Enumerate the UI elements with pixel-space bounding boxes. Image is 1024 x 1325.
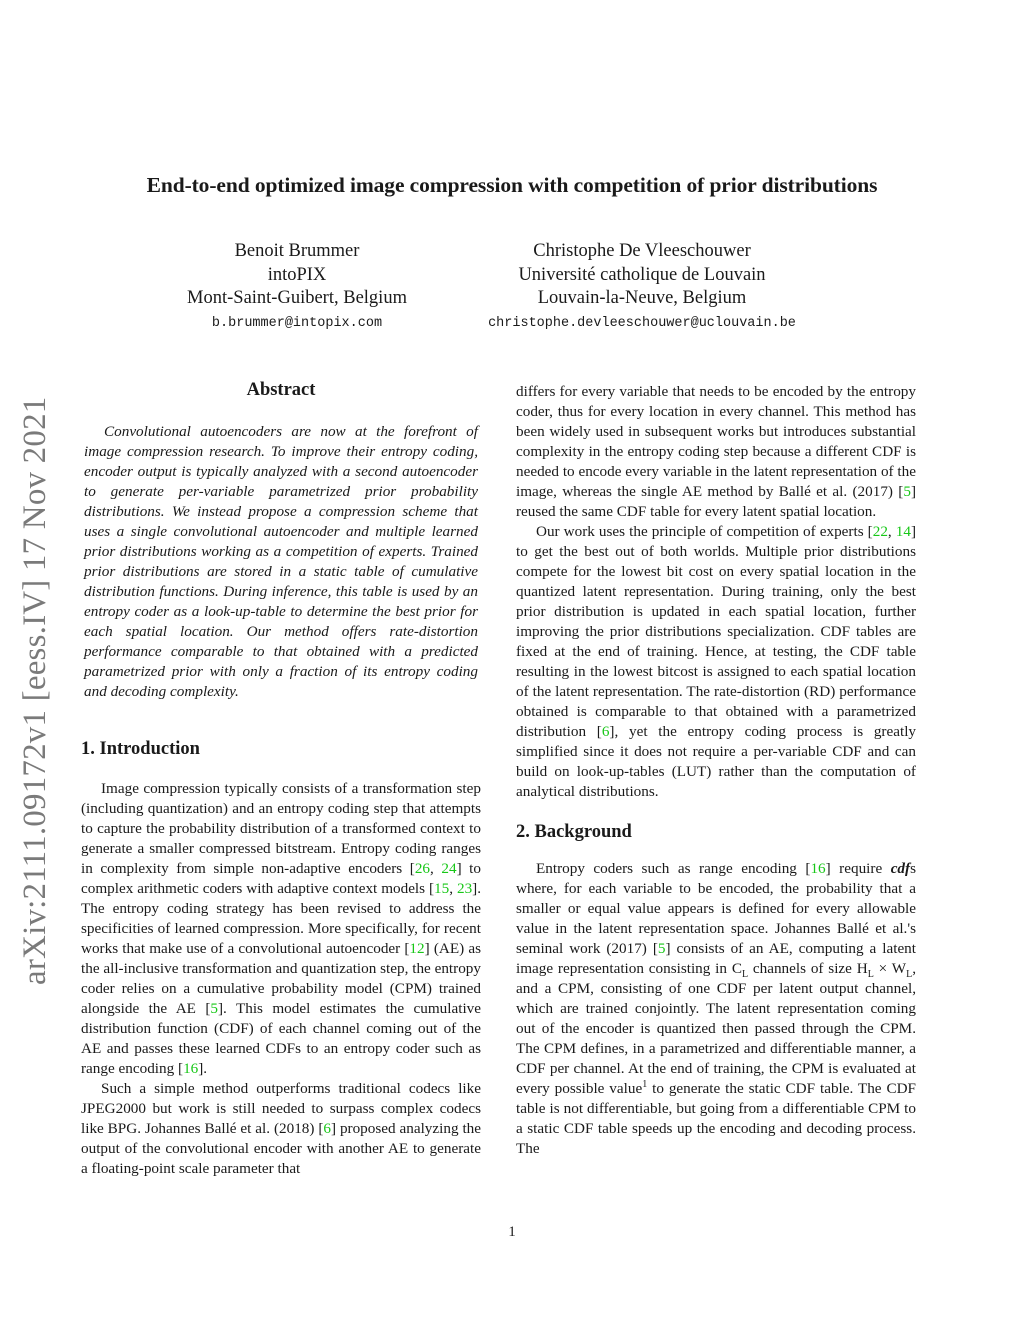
text-run: , [449, 880, 457, 897]
section-heading-background: 2. Background [516, 822, 632, 842]
footnote-marker[interactable]: 1 [642, 1078, 648, 1090]
citation-link[interactable]: 14 [895, 523, 911, 540]
citation-link[interactable]: 6 [323, 1120, 331, 1137]
text-run: Entropy coders such as range encoding [ [536, 860, 811, 877]
author-block-1 [147, 240, 447, 337]
text-run: differs for every variable that needs to be encoded by the entropy coder, thus for every location in every channel. This method has been widely used in subsequent works but introduces substantial complexity in the entropy coding step because a different CDF is needed to encode every variable in the latent representation of the image, whereas the single AE method by Ballé et al. (2017) [ [516, 383, 916, 500]
right-column [516, 382, 916, 1159]
citation-link[interactable]: 15 [434, 880, 450, 897]
page-number: 1 [508, 1224, 516, 1240]
paper-title: End-to-end optimized image compression with competition of prior distributions [146, 173, 878, 197]
text-run: × W [873, 960, 907, 977]
subscript: L [867, 969, 874, 981]
text-run: , [887, 523, 896, 540]
text-run: Image compression typically consists of a transformation step (including quantization) and an entropy coding step that attempts to capture the probability distribution of a transformed context to generate a smaller compressed bitstream. Entropy coding ranges in complexity from simple non-adaptive encoders [ [81, 780, 481, 877]
text-run: to generate the static CDF table. The CDF table is not differentiable, but going from a differentiable CPM to a static CDF table speeds up the encoding and decoding process. The [516, 1080, 916, 1157]
section-heading-introduction: 1. Introduction [81, 739, 200, 759]
author-affiliation: Université catholique de Louvain [518, 264, 766, 285]
text-run: ]. This model estimates the cumulative distribution function (CDF) of each channel coming out of the AE and passes these learned CDFs to an entropy coder such as range encoding [ [81, 1000, 481, 1077]
background-paragraph-1 [516, 859, 916, 1159]
intro-paragraph-2-continued [516, 382, 916, 522]
text-run: ] require [825, 860, 891, 877]
text-run: , and a CPM, consisting of one CDF per latent output channel, which are trained conjointly. The latent representation coming out of the encoder is quantized then passed through the CPM. The CPM defines, in a parametrized and differentiable manner, a CDF per channel. At the end of training, the CPM is evaluated at every possible value [516, 960, 916, 1097]
text-run: , [430, 860, 442, 877]
abstract-heading: Abstract [246, 380, 316, 400]
citation-link[interactable]: 5 [657, 940, 666, 957]
text-run: s where, for each variable to be encoded, the probability that a smaller or equal value appears is defined for every allowable value in the latent representation space. Johannes Ballé et al.'s seminal work (2017) [ [516, 860, 917, 957]
text-run: Such a simple method outperforms traditional codecs like JPEG2000 but work is still needed to surpass complex codecs like BPG. Johannes Ballé et al. (2018) [ [81, 1080, 481, 1137]
citation-link[interactable]: 26 [414, 860, 431, 877]
author-name: Christophe De Vleeschouwer [533, 241, 751, 261]
text-run: ] (AE) as the all-inclusive transformation and quantization step, the entropy coder relies on a cumulative probability model (CPM) trained alongside the AE [ [81, 940, 481, 1017]
citation-link[interactable]: 12 [409, 940, 425, 957]
text-run: ]. [198, 1060, 208, 1077]
emphasis-term: cdf [890, 860, 911, 877]
subscript: L [906, 969, 913, 981]
arxiv-identifier: arXiv:2111.09172v1 [eess.IV] 17 Nov 2021 [17, 396, 53, 985]
author-block-2 [452, 240, 832, 337]
text-run: ]. The entropy coding strategy has been revised to address the specificities of learned compression. More specifically, for recent works that make use of a convolutional autoencoder [ [81, 880, 482, 957]
author-name: Benoit Brummer [234, 241, 360, 261]
text-run: ] to get the best out of both worlds. Multiple prior distributions compete for the lowest bit cost on every spatial location in the quantized latent representation. During training, only the best prior distribution is updated in each spatial location, further improving the prior distributions specialization. CDF tables are fixed at the end of training. Hence, at testing, the CDF table resulting in the lowest bitcost is assigned to each spatial location of the latent representation. The rate-distortion (RD) performance obtained is comparable to that obtained with a parametrized distribution [ [516, 523, 916, 740]
author-location: Louvain-la-Neuve, Belgium [537, 288, 747, 308]
citation-link[interactable]: 6 [601, 723, 610, 740]
intro-paragraph-1 [81, 779, 481, 1079]
text-run: ] consists of an AE, computing a latent image representation consisting in C [516, 940, 916, 977]
abstract-text: Convolutional autoencoders are now at the forefront of image compression research. To improve their entropy coding, encoder output is typically analyzed with a second autoencoder to generate per-variable parametrized prior probability distributions. We instead propose a compression scheme that uses a single convolutional autoencoder and multiple learned prior distributions working as a competition of experts. Trained prior distributions are stored in a static table of cumulative distribution functions. During inference, this table is used by an entropy coder as a look-up-table to determine the best prior for each spatial location. Our method offers rate-distortion performance comparable to that obtained with a predicted parametrized prior with only a fraction of its entropy coding and decoding complexity. [84, 423, 478, 700]
intro-paragraph-2 [81, 1079, 481, 1179]
citation-link[interactable]: 16 [810, 860, 826, 877]
text-run: ] to complex arithmetic coders with adaptive context models [ [81, 860, 481, 897]
text-run: Our work uses the principle of competition of experts [ [536, 523, 873, 540]
citation-link[interactable]: 24 [441, 860, 457, 877]
left-column [81, 380, 481, 1179]
citation-link[interactable]: 5 [210, 1000, 218, 1017]
text-run: ] reused the same CDF table for every latent spatial location. [516, 483, 916, 520]
text-run: channels of size H [748, 960, 868, 977]
text-run: ], yet the entropy coding process is greatly simplified since it does not require a per-variable CDF and can build on look-up-tables (LUT) rather than the computation of analytical distributions. [516, 723, 917, 800]
author-email[interactable]: christophe.devleeschouwer@uclouvain.be [488, 315, 796, 331]
intro-paragraph-3 [516, 522, 916, 802]
author-location: Mont-Saint-Guibert, Belgium [187, 288, 407, 308]
citation-link[interactable]: 23 [456, 880, 473, 897]
citation-link[interactable]: 5 [903, 483, 911, 500]
text-run: ] proposed analyzing the output of the convolutional encoder with another AE to generate a floating-point scale parameter that [81, 1120, 482, 1177]
author-affiliation: intoPIX [267, 264, 327, 285]
subscript: L [741, 969, 749, 981]
citation-link[interactable]: 16 [183, 1060, 199, 1077]
author-email[interactable]: b.brummer@intopix.com [211, 315, 383, 331]
citation-link[interactable]: 22 [872, 523, 888, 540]
